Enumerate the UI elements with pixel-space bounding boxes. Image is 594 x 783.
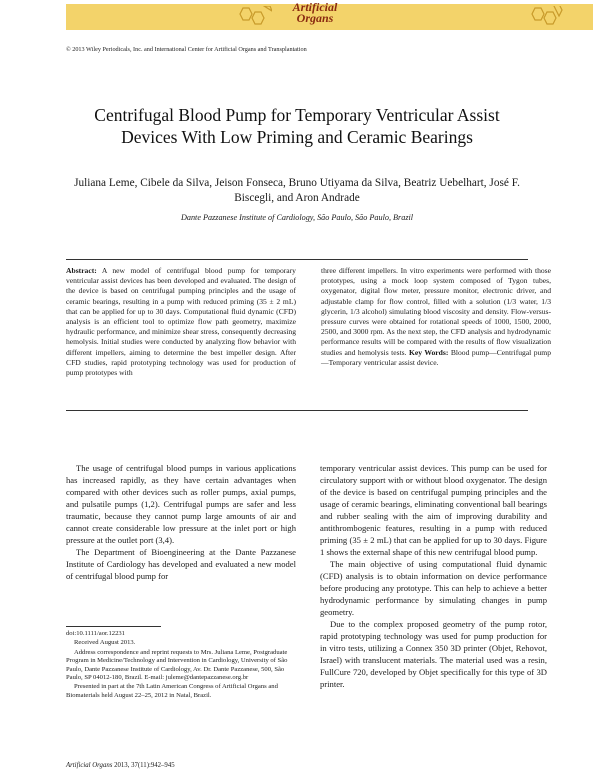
abstract-bottom-rule [66, 410, 528, 411]
hexagon-pattern-icon [530, 6, 564, 26]
body-right-column [320, 462, 547, 690]
journal-logo [270, 2, 360, 24]
correspondence-note: Address correspondence and reprint requests to Mrs. Juliana Leme, Postgraduate Program in Medicine/Technology and Intervention in Cardiology, University of São Paulo, Dante Pazzanese Institute of Cardiology, Av. Dr. Dante Pazzanese, 500, São Paulo, SP 04012-180, Brazil. E-mail: juleme@dantepazzanese.org.br [66, 648, 288, 682]
journal-logo-line1: Artificial [292, 0, 338, 14]
body-left-column [66, 462, 296, 622]
affiliation: Dante Pazzanese Institute of Cardiology, São Paulo, São Paulo, Brazil [180, 213, 414, 222]
journal-logo-line2: Organs [296, 11, 334, 25]
footer-citation: 2013, 37(11):942–945 [114, 762, 175, 769]
received-note: Received August 2013. [74, 639, 136, 647]
article-title: Centrifugal Blood Pump for Temporary Ventricular Assist Devices With Low Priming and Ceramic Bearings [94, 105, 500, 147]
copyright-notice: © 2013 Wiley Periodicals, Inc. and International Center for Artificial Organs and Transplantation [66, 46, 307, 53]
keywords: Blood pump—Centrifugal pump—Temporary ventricular assist device. [321, 347, 552, 367]
footnotes [66, 630, 296, 701]
footer-journal: Artificial Organs [66, 762, 113, 769]
author-list: Juliana Leme, Cibele da Silva, Jeison Fonseca, Bruno Utiyama da Silva, Beatriz Uebelhart, José F. Biscegli, and Aron Andrade [74, 177, 520, 204]
doi-link[interactable]: doi:10.1111/aor.12231 [66, 630, 125, 637]
hexagon-pattern-icon [238, 6, 272, 26]
body-paragraph: The main objective of using computational fluid dynamic (CFD) analysis is to obtain information on device performance before producing any prototype. This can help to achieve a better hydrodynamic performance by simulating changes in pump geometry. [320, 559, 547, 617]
abstract-label: Abstract: [66, 266, 97, 275]
body-paragraph: The Department of Bioengineering at the Dante Pazzanese Institute of Cardiology has developed and evaluated a new model of centrifugal blood pump for [66, 547, 296, 581]
abstract-left-column [66, 266, 296, 378]
page-footer [66, 762, 175, 769]
abstract-text-left: A new model of centrifugal blood pump for temporary ventricular assist devices has been developed and evaluated. The design of the device is based on centrifugal pumping principles and the usage of ceramic bearings, resulting in a pump with reduced priming (35 ± 2 mL) that can be applied for up to 30 days. Computational fluid dynamic (CFD) analysis is an efficient tool to optimize flow path geometry, maximize hydraulic performance, and minimize shear stress, consequently decreasing hemolysis. Initial studies were conducted by analyzing flow behavior with different impellers, aiming to determine the best impeller design. After CFD studies, rapid prototyping technology was used for production of pump prototypes with [66, 266, 296, 378]
body-paragraph: Due to the complex proposed geometry of the pump rotor, rapid prototyping technology was used for pump production for in vitro tests, utilizing a Connex 350 3D printer (Objet, Rehovot, Israel) with translucent materials. The material used was a resin, FullCure 720, developed by Objet specifically for this type of 3D printer. [320, 619, 547, 689]
abstract-text-right: three different impellers. In vitro experiments were performed with those prototypes, using a mock loop system composed of Tygon tubes, oxygenator, digital flow meter, pressure monitor, electronic driver, and adjustable clamp for flow control, filled with a solution (1/3 water, 1/3 glycerin, 1/3 alcohol) simulating blood viscosity and density. Flow-versus-pressure curves were obtained for rotational speeds of 1000, 1500, 2000, 2500, and 3000 rpm. As the next step, the CFD analysis and hydrodynamic performance results will be compared with the results of flow visualization studies and hemolysis tests. [321, 266, 551, 357]
footnote-rule [66, 626, 161, 627]
presented-note: Presented in part at the 7th Latin American Congress of Artificial Organs and Biomaterials held August 22–25, 2012 in Natal, Brazil. [66, 683, 278, 699]
body-paragraph: temporary ventricular assist devices. This pump can be used for circulatory support with or without blood oxygenator. The design of the device is based on centrifugal pumping principles and the usage of ceramic bearings, eliminating conventional ball bearings and rubber sealing with the aim of improving durability and antithrombogenic features, resulting in a pump with reduced priming (35 ± 2 mL) that can be applied for up to 30 days. Figure 1 shows the external shape of this new centrifugal blood pump. [320, 463, 547, 557]
abstract-right-column [321, 266, 551, 368]
abstract-top-rule [66, 259, 528, 260]
keywords-label: Key Words: [408, 347, 449, 357]
body-paragraph: The usage of centrifugal blood pumps in various applications has increased rapidly, as they have certain advantages when compared with other devices such as roller pumps, axial pumps, and pulsatile pumps (1,2). Centrifugal pumps are safer and less traumatic, because they cannot pump large amounts of air and cannot create considerable low pressure at the inlet port or high pressure at the outlet port (3,4). [66, 463, 296, 545]
